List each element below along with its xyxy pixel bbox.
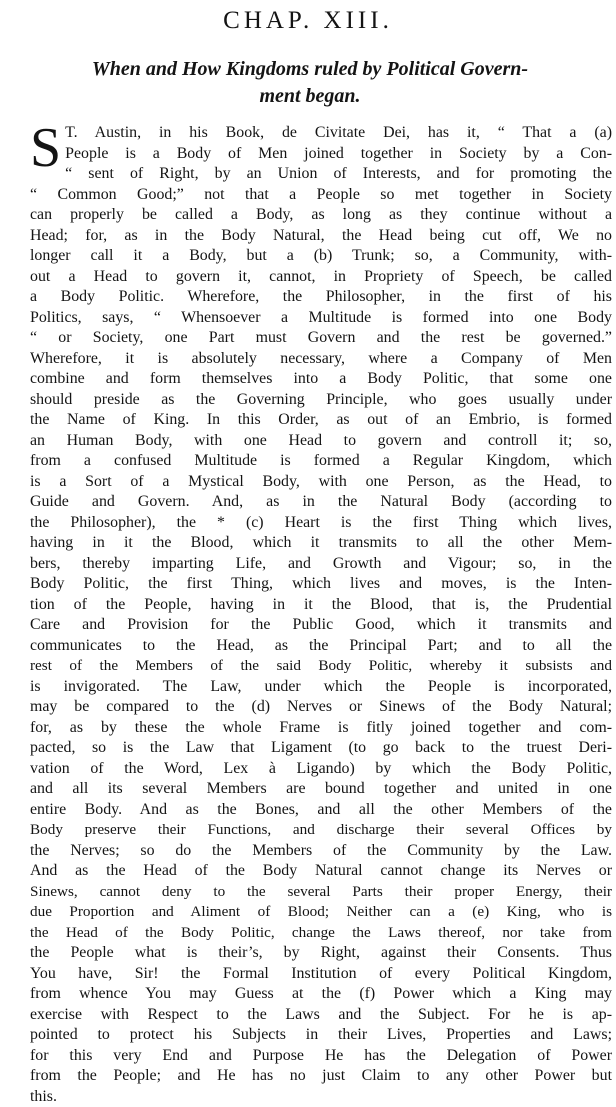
- text-line: for this very End and Purpose He has the Delegation of Power: [30, 1046, 612, 1067]
- text-line: entire Body. And as the Bones, and all the other Members of the: [30, 800, 612, 821]
- text-line: the Nerves; so do the Members of the Community by the Law.: [30, 841, 612, 862]
- text-line: can properly be called a Body, as long as they continue without a: [30, 205, 612, 226]
- text-line: “ or Society, one Part must Govern and the rest be governed.”: [30, 328, 612, 349]
- text-line: from the People; and He has no just Claim to any other Power but: [30, 1066, 612, 1087]
- text-line: exercise with Respect to the Laws and the Subject. For he is ap-: [30, 1005, 612, 1026]
- text-line: And as the Head of the Body Natural cannot change its Nerves or: [30, 861, 612, 882]
- chapter-heading: CHAP. XIII.: [0, 6, 616, 36]
- text-line: Care and Provision for the Public Good, which it transmits and: [30, 615, 612, 636]
- text-line: longer call it a Body, but a (b) Trunk; so, a Community, with-: [30, 246, 612, 267]
- text-line: People is a Body of Men joined together in Society by a Con-: [65, 144, 612, 165]
- text-line: Sinews, cannot deny to the several Parts their proper Energy, their: [30, 882, 612, 903]
- text-line: due Proportion and Aliment of Blood; Neither can a (e) King, who is: [30, 902, 612, 923]
- chapter-title-line-1: When and How Kingdoms ruled by Political Govern-: [20, 56, 600, 83]
- text-line: having in it the Blood, which it transmits to all the other Mem-: [30, 533, 612, 554]
- text-line: You have, Sir! the Formal Institution of every Political Kingdom,: [30, 964, 612, 985]
- text-line: rest of the Members of the said Body Politic, whereby it subsists and: [30, 656, 612, 677]
- text-line: T. Austin, in his Book, de Civitate Dei, has it, “ That a (a): [65, 123, 612, 144]
- text-line: the People what is their’s, by Right, against their Consents. Thus: [30, 943, 612, 964]
- text-line: Body Politic, the first Thing, which lives and moves, is the Inten-: [30, 574, 612, 595]
- text-line: an Human Body, with one Head to govern and controll it; so,: [30, 431, 612, 452]
- text-line: should preside as the Governing Principle, who goes usually under: [30, 390, 612, 411]
- text-line: may be compared to the (d) Nerves or Sinews of the Body Natural;: [30, 697, 612, 718]
- text-line: Politics, says, “ Whensoever a Multitude is formed into one Body: [30, 308, 612, 329]
- text-line: Guide and Govern. And, as in the Natural Body (according to: [30, 492, 612, 513]
- body-paragraph: [30, 123, 612, 1107]
- text-line: the Head of the Body Politic, change the Laws thereof, nor take from: [30, 923, 612, 944]
- text-line: pointed to protect his Subjects in their Lives, Properties and Laws;: [30, 1025, 612, 1046]
- text-line: vation of the Word, Lex à Ligando) by which the Body Politic,: [30, 759, 612, 780]
- text-line: Head; for, as in the Body Natural, the Head being cut off, We no: [30, 226, 612, 247]
- text-line: combine and form themselves into a Body Politic, that some one: [30, 369, 612, 390]
- text-line: Wherefore, it is absolutely necessary, where a Company of Men: [30, 349, 612, 370]
- text-line: a Body Politic. Wherefore, the Philosopher, in the first of his: [30, 287, 612, 308]
- text-line: tion of the People, having in it the Blood, that is, the Prudential: [30, 595, 612, 616]
- text-line: from whence You may Guess at the (f) Power which a King may: [30, 984, 612, 1005]
- text-line: is a Sort of a Mystical Body, with one Person, as the Head, to: [30, 472, 612, 493]
- text-line: from a confused Multitude is formed a Regular Kingdom, which: [30, 451, 612, 472]
- text-line: pacted, so is the Law that Ligament (to go back to the truest Deri-: [30, 738, 612, 759]
- chapter-title-line-2: ment began.: [20, 83, 600, 110]
- text-line: the Name of King. In this Order, as out of an Embrio, is formed: [30, 410, 612, 431]
- text-line: the Philosopher), the * (c) Heart is the first Thing which lives,: [30, 513, 612, 534]
- text-line: “ Common Good;” not that a People so met together in Society: [30, 185, 612, 206]
- text-line: “ sent of Right, by an Union of Interests, and for promoting the: [65, 164, 612, 185]
- text-line: communicates to the Head, as the Principal Part; and to all the: [30, 636, 612, 657]
- text-line: this.: [30, 1087, 612, 1107]
- text-line: is invigorated. The Law, under which the People is incorporated,: [30, 677, 612, 698]
- text-line: bers, thereby imparting Life, and Growth and Vigour; so, in the: [30, 554, 612, 575]
- text-line: and all its several Members are bound together and united in one: [30, 779, 612, 800]
- chapter-title: [20, 56, 600, 110]
- text-line: Body preserve their Functions, and discharge their several Offices by: [30, 820, 612, 841]
- text-line: out a Head to govern it, cannot, in Propriety of Speech, be called: [30, 267, 612, 288]
- text-line: for, as by these the whole Frame is fitly joined together and com-: [30, 718, 612, 739]
- drop-cap: S: [30, 126, 61, 170]
